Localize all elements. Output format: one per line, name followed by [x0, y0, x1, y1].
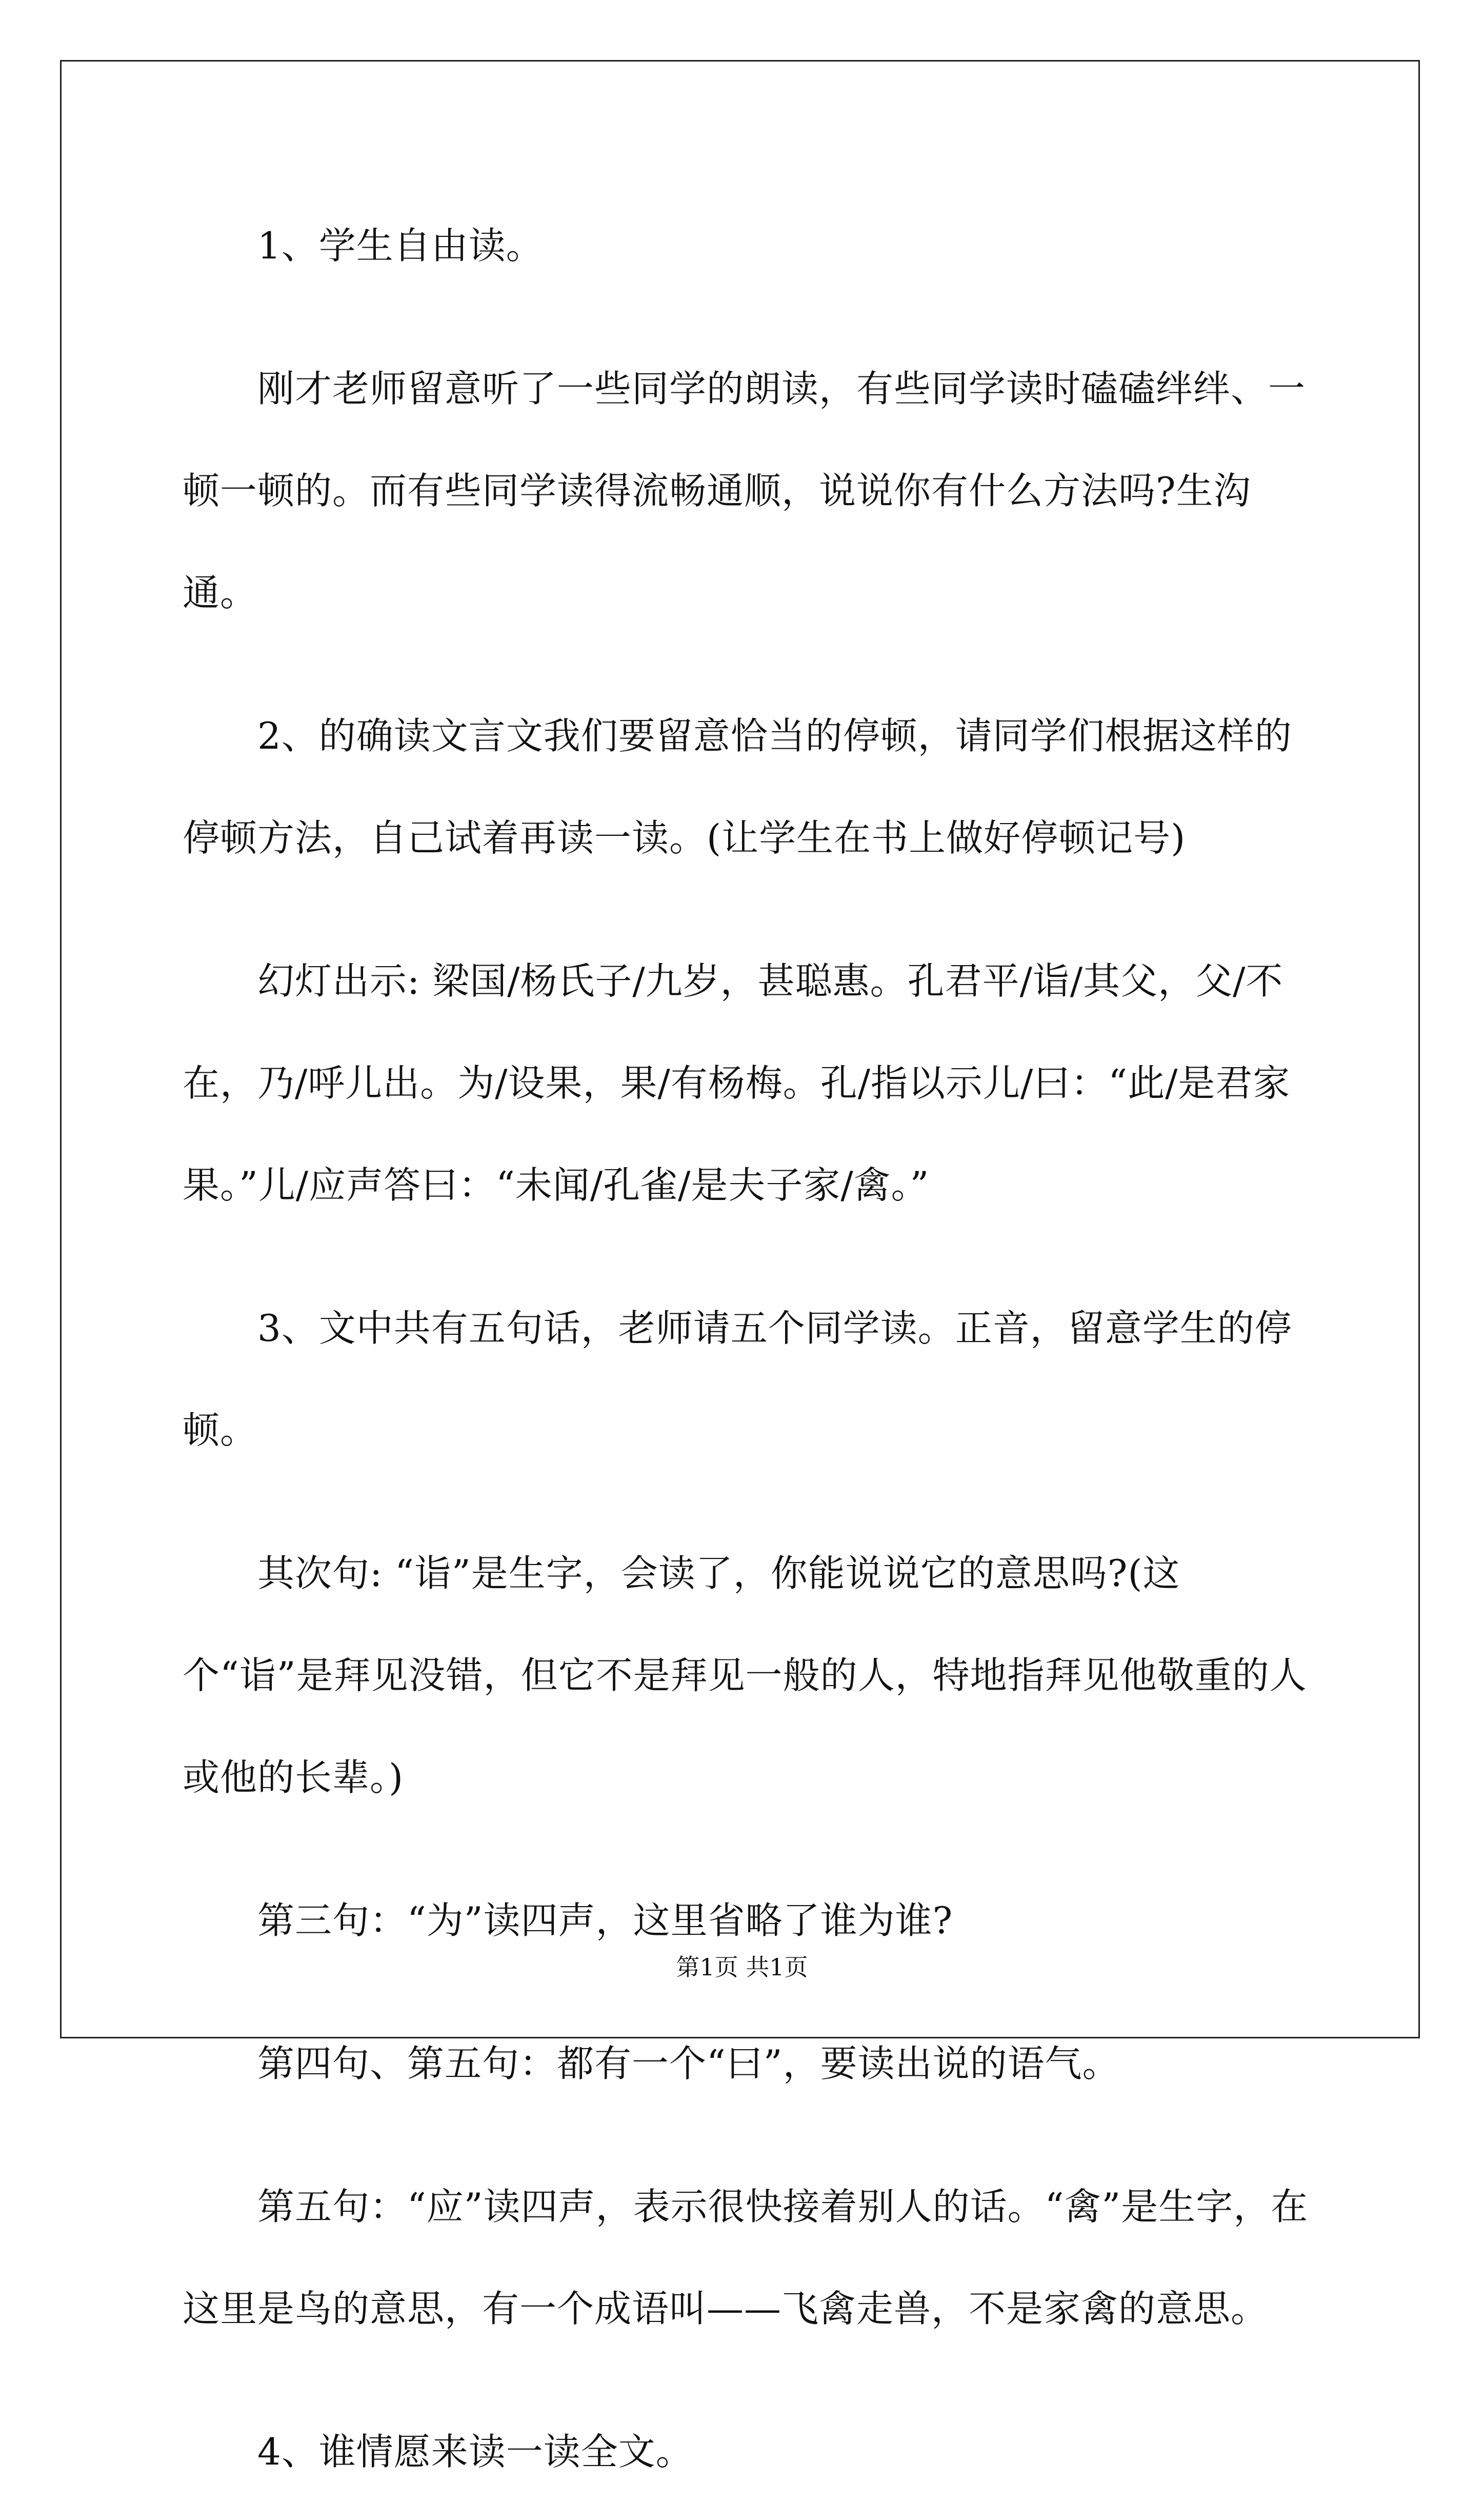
paragraph-1: 1、学生自由读。: [257, 224, 544, 267]
document-body: [183, 195, 1311, 2503]
paragraph-4: 幻灯出示: 梁国/杨氏子/九岁，甚聪惠。孔君平/诣/其父，父/不在，乃/呼儿出。为/设果，果/有杨梅。孔/指以示儿/曰：“此/是君家果。”儿/应声答曰：“未闻/孔雀/是夫子家/禽。”: [183, 959, 1291, 1207]
paragraph-5: 3、文中共有五句话，老师请五个同学读。正音，留意学生的停顿。: [183, 1307, 1292, 1452]
paragraph-8: 第四句、第五句：都有一个“曰”，要读出说的语气。: [257, 2042, 1120, 2085]
paragraph-3: 2、的确读文言文我们要留意恰当的停顿，请同学们根据这样的停顿方法，自己试着再读一读。(让学生在书上做好停顿记号): [183, 714, 1292, 859]
paragraph-7: 第三句：“为”读四声，这里省略了谁为谁?: [257, 1899, 953, 1942]
paragraph-9: 第五句：“应”读四声，表示很快接着别人的话。“禽”是生字，在这里是鸟的意思，有一个成语叫——飞禽走兽，不是家禽的意思。: [183, 2185, 1309, 2330]
paragraph-6: 其次句: “诣”是生字，会读了，你能说说它的意思吗?(这个“诣”是拜见没错，但它不是拜见一般的人，特地指拜见他敬重的人或他的长辈。): [183, 1552, 1307, 1799]
paragraph-2: 刚才老师留意听了一些同学的朗读，有些同学读时磕磕绊绊、一顿一顿的。而有些同学读得流畅通顺，说说你有什么方法吗?生沟通。: [183, 367, 1306, 614]
paragraph-10: 4、谁情愿来读一读全文。: [257, 2430, 693, 2473]
page-number-footer: 第1页 共1页: [676, 1953, 808, 1981]
